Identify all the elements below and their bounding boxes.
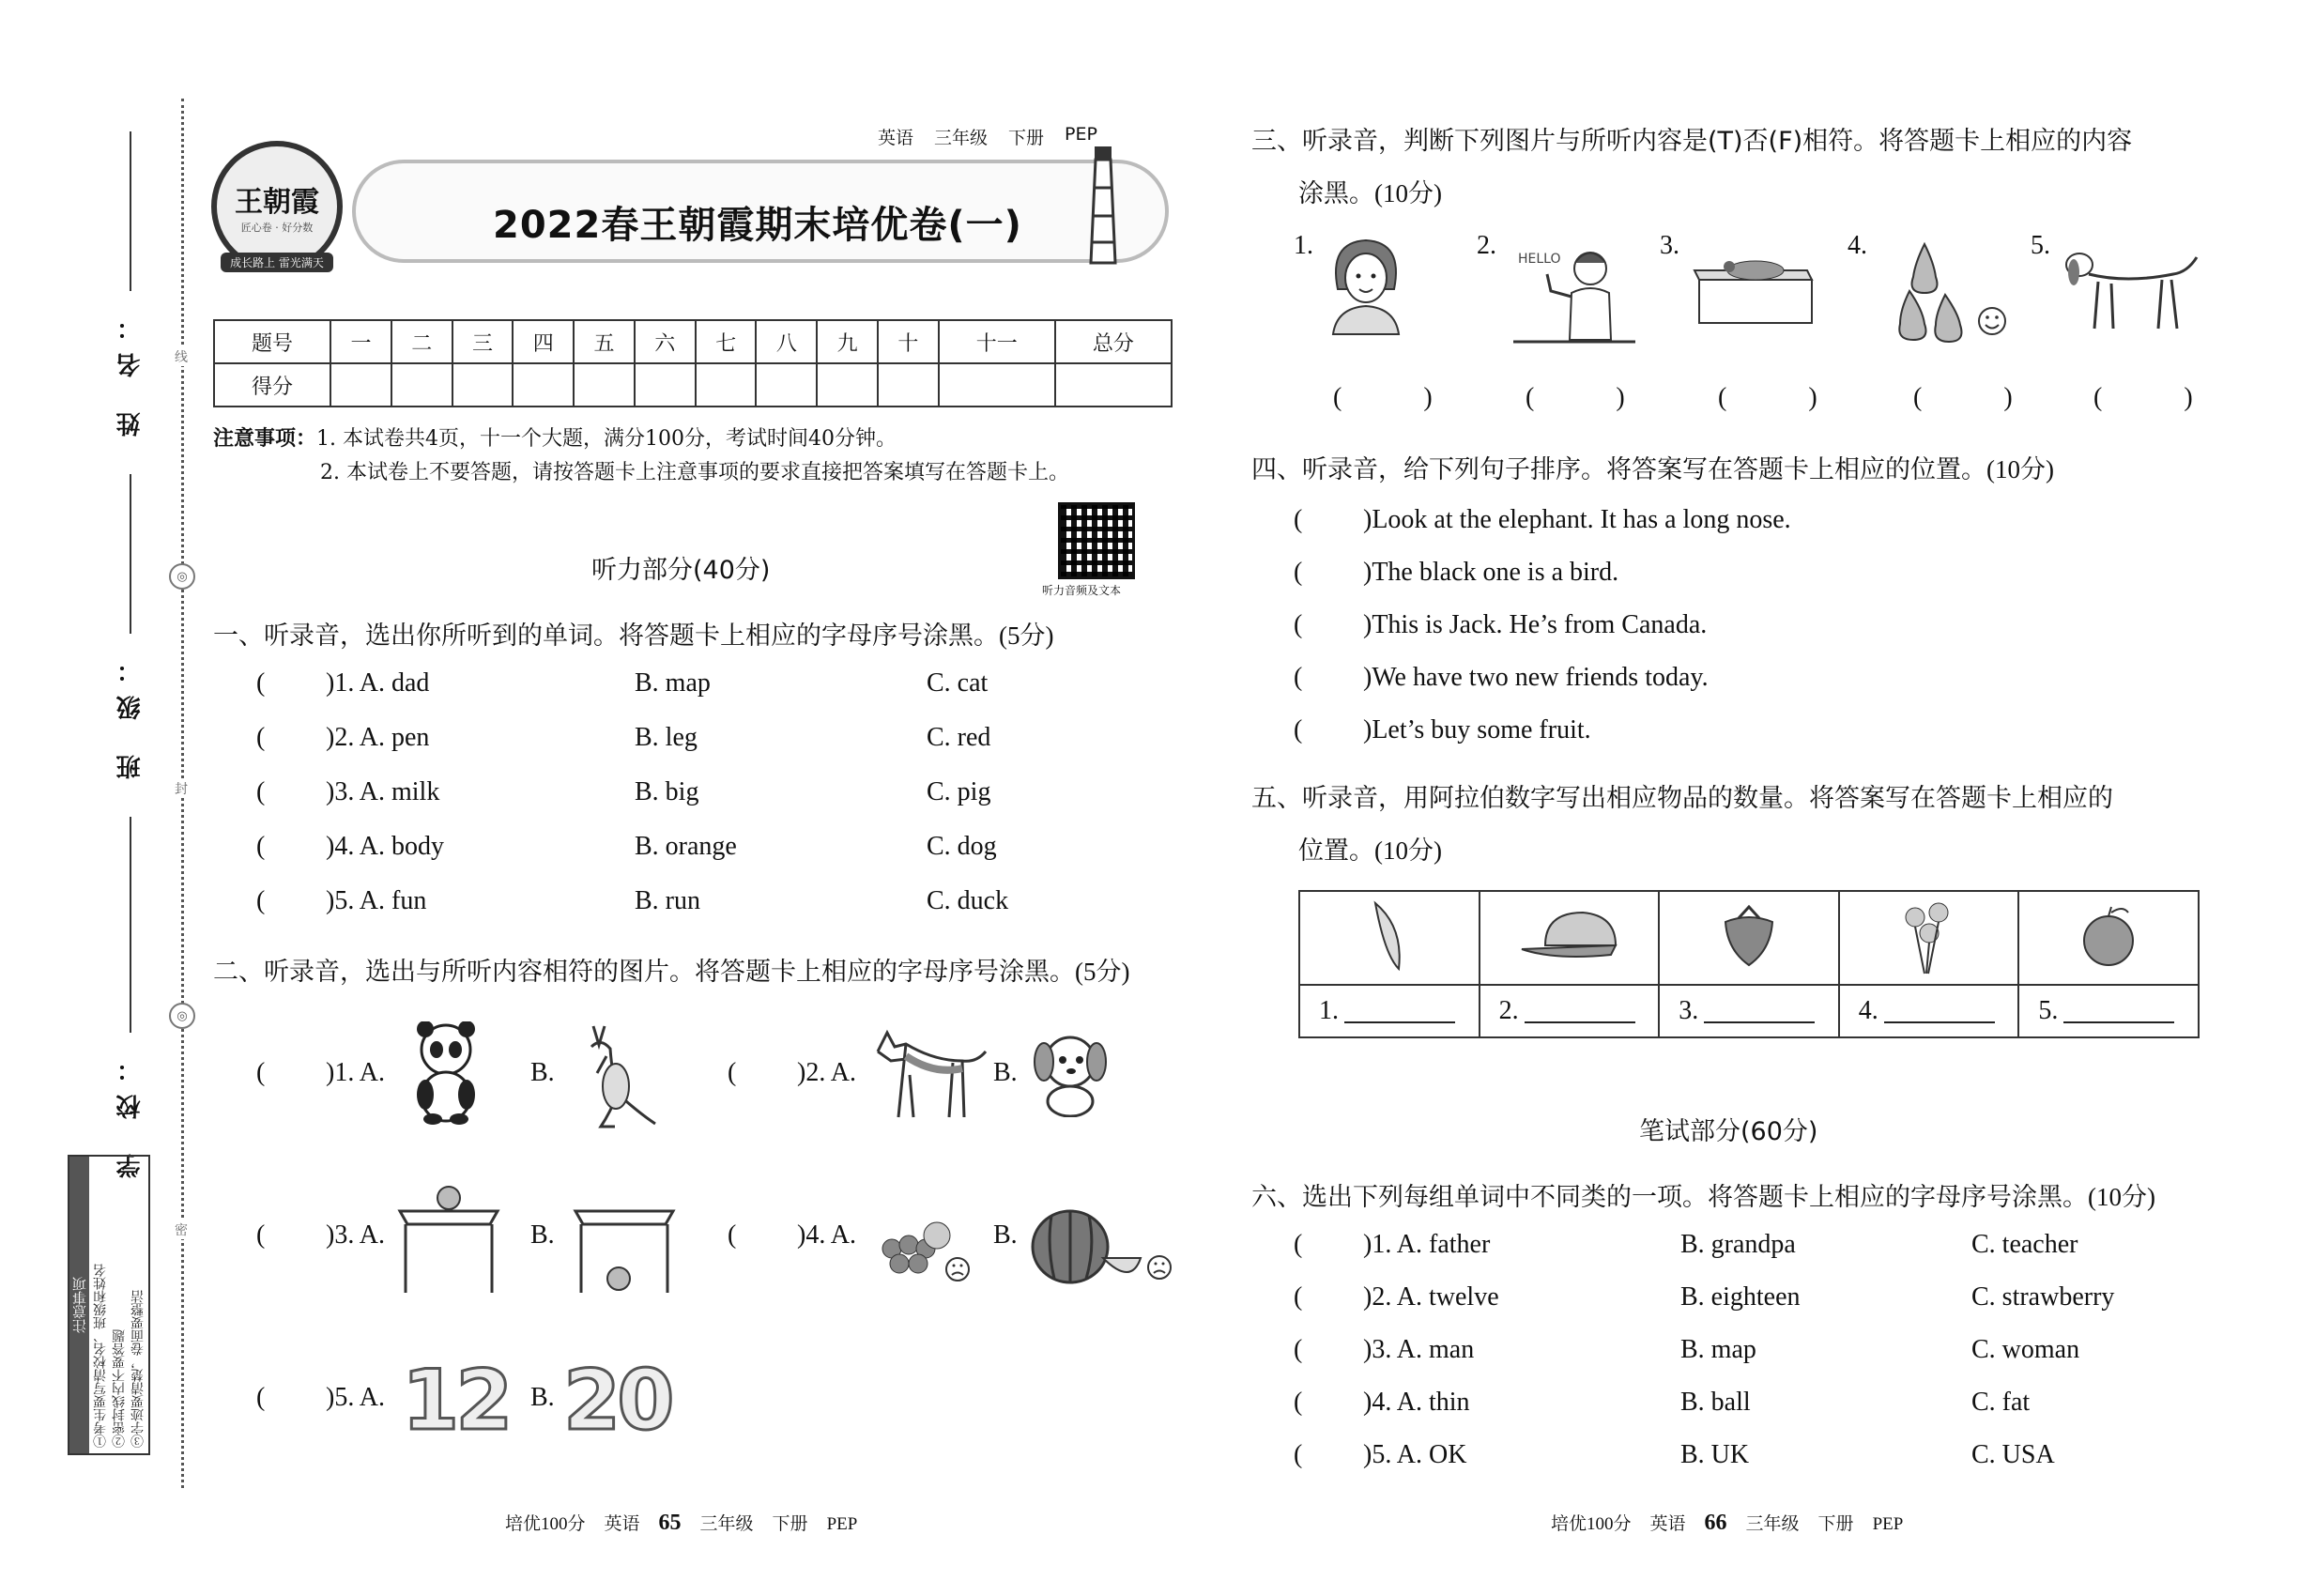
question-row[interactable]: ( )5. A. OK xyxy=(1294,1440,1467,1469)
section-5-points: (10分) xyxy=(1374,836,1442,865)
section-6-points: (10分) xyxy=(2088,1183,2155,1211)
counting-image-cell xyxy=(1839,891,2019,985)
logo-text: 王朝霞 xyxy=(235,186,319,219)
score-cell: 二 xyxy=(391,320,452,363)
school-label: 学 校： xyxy=(116,1044,145,1179)
brand-logo xyxy=(211,141,343,272)
score-input-cell[interactable] xyxy=(513,363,574,407)
banana-icon xyxy=(1366,898,1413,974)
score-cell: 三 xyxy=(452,320,514,363)
section-5-heading-text: 位置。 xyxy=(1298,836,1374,866)
subject-label: 英语 xyxy=(878,128,914,148)
picture-question-1[interactable]: ( )1. A. xyxy=(256,1058,385,1087)
page-number: 65 xyxy=(658,1511,682,1535)
exam-notes xyxy=(213,422,1069,490)
option-c: C. dog xyxy=(927,832,997,861)
option-b-label: B. xyxy=(530,1383,555,1412)
option-a: )1. A. father xyxy=(1363,1230,1491,1259)
number-12: 12 xyxy=(402,1352,510,1449)
ordering-row[interactable]: ( )The black one is a bird. xyxy=(1294,558,1619,587)
section-1-points: (5分) xyxy=(999,622,1054,650)
answer-number: 5. xyxy=(2038,996,2059,1025)
footer-edition: PEP xyxy=(1872,1514,1904,1534)
question-row[interactable]: ( )4. A. thin xyxy=(1294,1388,1470,1417)
animal-in-box-icon xyxy=(1690,252,1817,327)
score-cell: 八 xyxy=(756,320,817,363)
option-c: C. woman xyxy=(1971,1335,2080,1364)
school-field[interactable] xyxy=(113,817,147,1178)
option-c: C. USA xyxy=(1971,1440,2055,1469)
tf-answer-blank[interactable]: ( ) xyxy=(1718,383,1855,412)
binding-notice-title: 注意事项 xyxy=(69,1157,89,1453)
section-2-points: (5分) xyxy=(1075,958,1130,986)
option-a: )5. A. OK xyxy=(1363,1440,1467,1469)
picture-number: 5. xyxy=(2031,231,2050,260)
binding-notice-item: ①考生要写清校名、班级和姓名 xyxy=(93,1264,108,1448)
question-row[interactable]: ( )3. A. milk xyxy=(256,777,440,806)
answer-number: 1. xyxy=(1319,996,1339,1025)
question-row[interactable]: ( )3. A. man xyxy=(1294,1335,1475,1364)
section-2-heading-text: 二、听录音，选出与所听内容相符的图片。将答题卡上相应的字母序号涂黑。 xyxy=(213,958,1075,987)
sentence-text: )Look at the elephant. It has a long nose. xyxy=(1363,505,1791,534)
option-c: C. teacher xyxy=(1971,1230,2078,1259)
picture-question-5[interactable]: ( )5. A. xyxy=(256,1383,385,1412)
option-b: B. map xyxy=(635,668,711,698)
score-input-cell[interactable] xyxy=(1055,363,1172,407)
score-input-cell[interactable] xyxy=(635,363,696,407)
counting-image-cell xyxy=(2018,891,2199,985)
apple-icon xyxy=(2076,903,2141,969)
score-input-cell[interactable] xyxy=(452,363,514,407)
option-b: B. run xyxy=(635,886,700,915)
puppy-icon xyxy=(1031,1028,1111,1117)
sentence-text: )We have two new friends today. xyxy=(1363,663,1709,692)
option-a: )4. A. body xyxy=(326,832,444,861)
option-b: B. ball xyxy=(1680,1388,1751,1417)
counting-table xyxy=(1298,890,2200,1038)
section-3-heading-line2 xyxy=(1298,173,1442,209)
score-table xyxy=(213,319,1173,407)
score-cell: 五 xyxy=(574,320,635,363)
option-b-label: B. xyxy=(993,1220,1018,1250)
score-input-cell[interactable] xyxy=(817,363,878,407)
ball-under-desk-icon xyxy=(568,1185,681,1297)
sentence-text: )This is Jack. He’s from Canada. xyxy=(1363,610,1708,639)
score-input-cell[interactable] xyxy=(696,363,757,407)
counting-image-cell xyxy=(1299,891,1480,985)
option-c: C. cat xyxy=(927,668,989,698)
logo-band: 成长路上 雷光满天 xyxy=(221,253,333,272)
flowers-icon xyxy=(1887,894,1971,978)
score-cell: 七 xyxy=(696,320,757,363)
grade-label: 三年级 xyxy=(934,128,989,148)
option-a: )5. A. fun xyxy=(326,886,427,915)
count-answer-cell[interactable] xyxy=(1299,985,1480,1037)
qr-code-icon[interactable] xyxy=(1058,502,1135,579)
picture-number: 2. xyxy=(1477,231,1496,260)
footer-subject: 英语 xyxy=(604,1514,640,1534)
score-table-score-row xyxy=(214,363,1172,407)
header-meta xyxy=(878,124,1097,149)
tf-answer-blank[interactable]: ( ) xyxy=(1913,383,2050,412)
answer-number: 4. xyxy=(1858,996,1878,1025)
qr-caption: 听力音频及文本 xyxy=(1042,584,1122,597)
notes-line-1: 1. 本试卷共4页，十一个大题，满分100分，考试时间40分钟。 xyxy=(316,427,897,451)
binding-word-line: 线 xyxy=(172,347,191,366)
answer-number: 3. xyxy=(1679,996,1699,1025)
question-label: )5. A. xyxy=(326,1383,385,1412)
question-row[interactable]: ( )2. A. pen xyxy=(256,723,430,752)
logo-subtext: 匠心卷 · 好分数 xyxy=(240,222,314,234)
score-cell: 十一 xyxy=(939,320,1055,363)
footer-right xyxy=(1551,1510,1903,1536)
score-row-label: 得分 xyxy=(214,363,330,407)
question-row[interactable]: ( )5. A. fun xyxy=(256,886,427,915)
option-b-label: B. xyxy=(993,1058,1018,1087)
option-b: B. orange xyxy=(635,832,737,861)
option-a: )3. A. man xyxy=(1363,1335,1475,1364)
ordering-row[interactable]: ( )This is Jack. He’s from Canada. xyxy=(1294,610,1708,639)
section-3-heading: 三、听录音，判断下列图片与所听内容是(T)否(F)相符。将答题卡上相应的内容 xyxy=(1251,127,2133,156)
section-4-heading-text: 四、听录音，给下列句子排序。将答案写在答题卡上相应的位置。 xyxy=(1251,455,1986,484)
binding-notice-item: ③字迹要清楚，卷面要整洁 xyxy=(130,1290,146,1448)
option-b: B. map xyxy=(1680,1335,1756,1364)
option-c: C. strawberry xyxy=(1971,1282,2115,1312)
footer-left xyxy=(505,1510,857,1536)
exam-title: 2022春王朝霞期末培优卷(一) xyxy=(493,204,1022,247)
binding-hole: ◎ xyxy=(169,1003,195,1029)
option-a: )1. A. dad xyxy=(326,668,430,698)
binding-notice-item: ②密封线内不要答题 xyxy=(112,1329,127,1448)
option-c: C. pig xyxy=(927,777,991,806)
page-number: 66 xyxy=(1704,1511,1727,1535)
score-input-cell[interactable] xyxy=(939,363,1055,407)
option-b: B. UK xyxy=(1680,1440,1750,1469)
option-b: B. big xyxy=(635,777,699,806)
score-cell: 十 xyxy=(878,320,939,363)
question-label: )3. A. xyxy=(326,1220,385,1250)
picture-number: 4. xyxy=(1848,231,1867,260)
option-a: )2. A. twelve xyxy=(1363,1282,1499,1312)
score-cell: 题号 xyxy=(214,320,330,363)
counting-image-cell xyxy=(1480,891,1660,985)
wolf-icon xyxy=(868,1023,990,1127)
ordering-row[interactable]: ( )Let’s buy some fruit. xyxy=(1294,715,1591,744)
score-cell: 六 xyxy=(635,320,696,363)
ball-on-desk-icon xyxy=(392,1185,505,1297)
picture-question-3[interactable]: ( )3. A. xyxy=(256,1220,385,1250)
score-cell: 九 xyxy=(817,320,878,363)
option-c: C. fat xyxy=(1971,1388,2031,1417)
question-label: )2. A. xyxy=(797,1058,856,1087)
footer-subject: 英语 xyxy=(1649,1514,1686,1534)
tf-answer-blank[interactable]: ( ) xyxy=(1333,383,1470,412)
binding-hole: ◎ xyxy=(169,563,195,590)
count-answer-cell[interactable] xyxy=(1480,985,1660,1037)
grapes-icon xyxy=(871,1211,974,1286)
score-input-cell[interactable] xyxy=(574,363,635,407)
score-input-cell[interactable] xyxy=(330,363,391,407)
class-field[interactable] xyxy=(113,474,147,779)
footer-grade: 三年级 xyxy=(1745,1514,1800,1534)
question-row[interactable]: ( )1. A. dad xyxy=(256,668,430,698)
section-1-heading xyxy=(213,615,1053,652)
option-b: B. eighteen xyxy=(1680,1282,1801,1312)
count-answer-cell[interactable] xyxy=(2018,985,2199,1037)
score-table-header-row xyxy=(214,320,1172,363)
hello-text: HELLO xyxy=(1518,252,1561,267)
edition-label: PEP xyxy=(1065,124,1097,145)
tf-answer-blank[interactable]: ( ) xyxy=(1526,383,1663,412)
exam-header xyxy=(211,122,1169,282)
section-5-heading-line2 xyxy=(1298,830,1442,867)
panda-icon xyxy=(408,1021,483,1125)
question-row[interactable]: ( )2. A. twelve xyxy=(1294,1282,1499,1312)
section-4-heading xyxy=(1251,449,2054,485)
binding-word-secret: 密 xyxy=(172,1220,191,1239)
count-answer-cell[interactable] xyxy=(1839,985,2019,1037)
class-label: 班 级： xyxy=(116,645,145,780)
footer-grade: 三年级 xyxy=(699,1514,754,1534)
option-a: )2. A. pen xyxy=(326,723,430,752)
lighthouse-icon xyxy=(1084,141,1122,268)
girl-icon xyxy=(1324,233,1408,336)
option-b-label: B. xyxy=(530,1058,555,1087)
footer-series: 培优100分 xyxy=(1551,1514,1632,1534)
notes-label: 注意事项： xyxy=(213,427,317,451)
binding-word-seal: 封 xyxy=(172,779,191,798)
tf-answer-blank[interactable]: ( ) xyxy=(2093,383,2231,412)
section-2-heading xyxy=(213,951,1129,988)
name-field[interactable] xyxy=(113,131,147,437)
counting-image-cell xyxy=(1659,891,1839,985)
score-cell: 总分 xyxy=(1055,320,1172,363)
question-label: )4. A. xyxy=(797,1220,856,1250)
score-input-cell[interactable] xyxy=(391,363,452,407)
section-1-heading-text: 一、听录音，选出你所听到的单词。将答题卡上相应的字母序号涂黑。 xyxy=(213,622,999,651)
option-c: C. red xyxy=(927,723,991,752)
ordering-row[interactable]: ( )Look at the elephant. It has a long nose. xyxy=(1294,505,1791,534)
section-4-points: (10分) xyxy=(1986,455,2054,483)
picture-number: 1. xyxy=(1294,231,1313,260)
question-row[interactable]: ( )1. A. father xyxy=(1294,1230,1491,1259)
pears-icon xyxy=(1887,235,2014,347)
score-cell: 一 xyxy=(330,320,391,363)
question-row[interactable]: ( )4. A. body xyxy=(256,832,444,861)
section-6-heading-text: 六、选出下列每组单词中不同类的一项。将答题卡上相应的字母序号涂黑。 xyxy=(1251,1183,2088,1212)
picture-number: 3. xyxy=(1660,231,1679,260)
section-3-points: (10分) xyxy=(1374,179,1442,207)
binding-margin xyxy=(0,0,197,1596)
option-b: B. grandpa xyxy=(1680,1230,1796,1259)
section-6-heading xyxy=(1251,1176,2155,1213)
section-3-heading-text: 涂黑。 xyxy=(1298,179,1374,208)
footer-edition: PEP xyxy=(826,1514,858,1534)
strawberry-icon xyxy=(1716,903,1782,969)
ordering-row[interactable]: ( )We have two new friends today. xyxy=(1294,663,1709,692)
section-5-heading: 五、听录音，用阿拉伯数字写出相应物品的数量。将答案写在答题卡上相应的 xyxy=(1251,784,2113,813)
score-cell: 四 xyxy=(513,320,574,363)
option-c: C. duck xyxy=(927,886,1009,915)
option-a: )4. A. thin xyxy=(1363,1388,1470,1417)
boy-waving-icon xyxy=(1513,237,1635,354)
listening-part-title: 听力部分(40分) xyxy=(591,556,771,585)
notes-line-2: 2. 本试卷上不要答题，请按答题卡上注意事项的要求直接把答案填写在答题卡上。 xyxy=(320,461,1069,484)
answer-number: 2. xyxy=(1498,996,1519,1025)
dog-icon xyxy=(2061,246,2201,335)
picture-question-4[interactable]: ( )4. A. xyxy=(728,1220,856,1250)
count-answer-cell[interactable] xyxy=(1659,985,1839,1037)
question-label: )1. A. xyxy=(326,1058,385,1087)
volume-label: 下册 xyxy=(1008,128,1045,148)
written-part-title: 笔试部分(60分) xyxy=(1639,1117,1818,1146)
sentence-text: )The black one is a bird. xyxy=(1363,558,1619,587)
option-b-label: B. xyxy=(530,1220,555,1250)
score-input-cell[interactable] xyxy=(878,363,939,407)
picture-question-2[interactable]: ( )2. A. xyxy=(728,1058,856,1087)
score-input-cell[interactable] xyxy=(756,363,817,407)
name-label: 姓 名： xyxy=(116,302,145,437)
sentence-text: )Let’s buy some fruit. xyxy=(1363,715,1591,744)
footer-volume: 下册 xyxy=(1817,1514,1854,1534)
kangaroo-icon xyxy=(573,1019,662,1131)
number-20: 20 xyxy=(563,1352,671,1449)
binding-notice-box xyxy=(68,1155,150,1455)
watermelon-icon xyxy=(1028,1202,1178,1291)
option-a: )3. A. milk xyxy=(326,777,440,806)
option-b: B. leg xyxy=(635,723,698,752)
footer-series: 培优100分 xyxy=(505,1514,586,1534)
footer-volume: 下册 xyxy=(772,1514,808,1534)
cap-icon xyxy=(1517,908,1620,964)
